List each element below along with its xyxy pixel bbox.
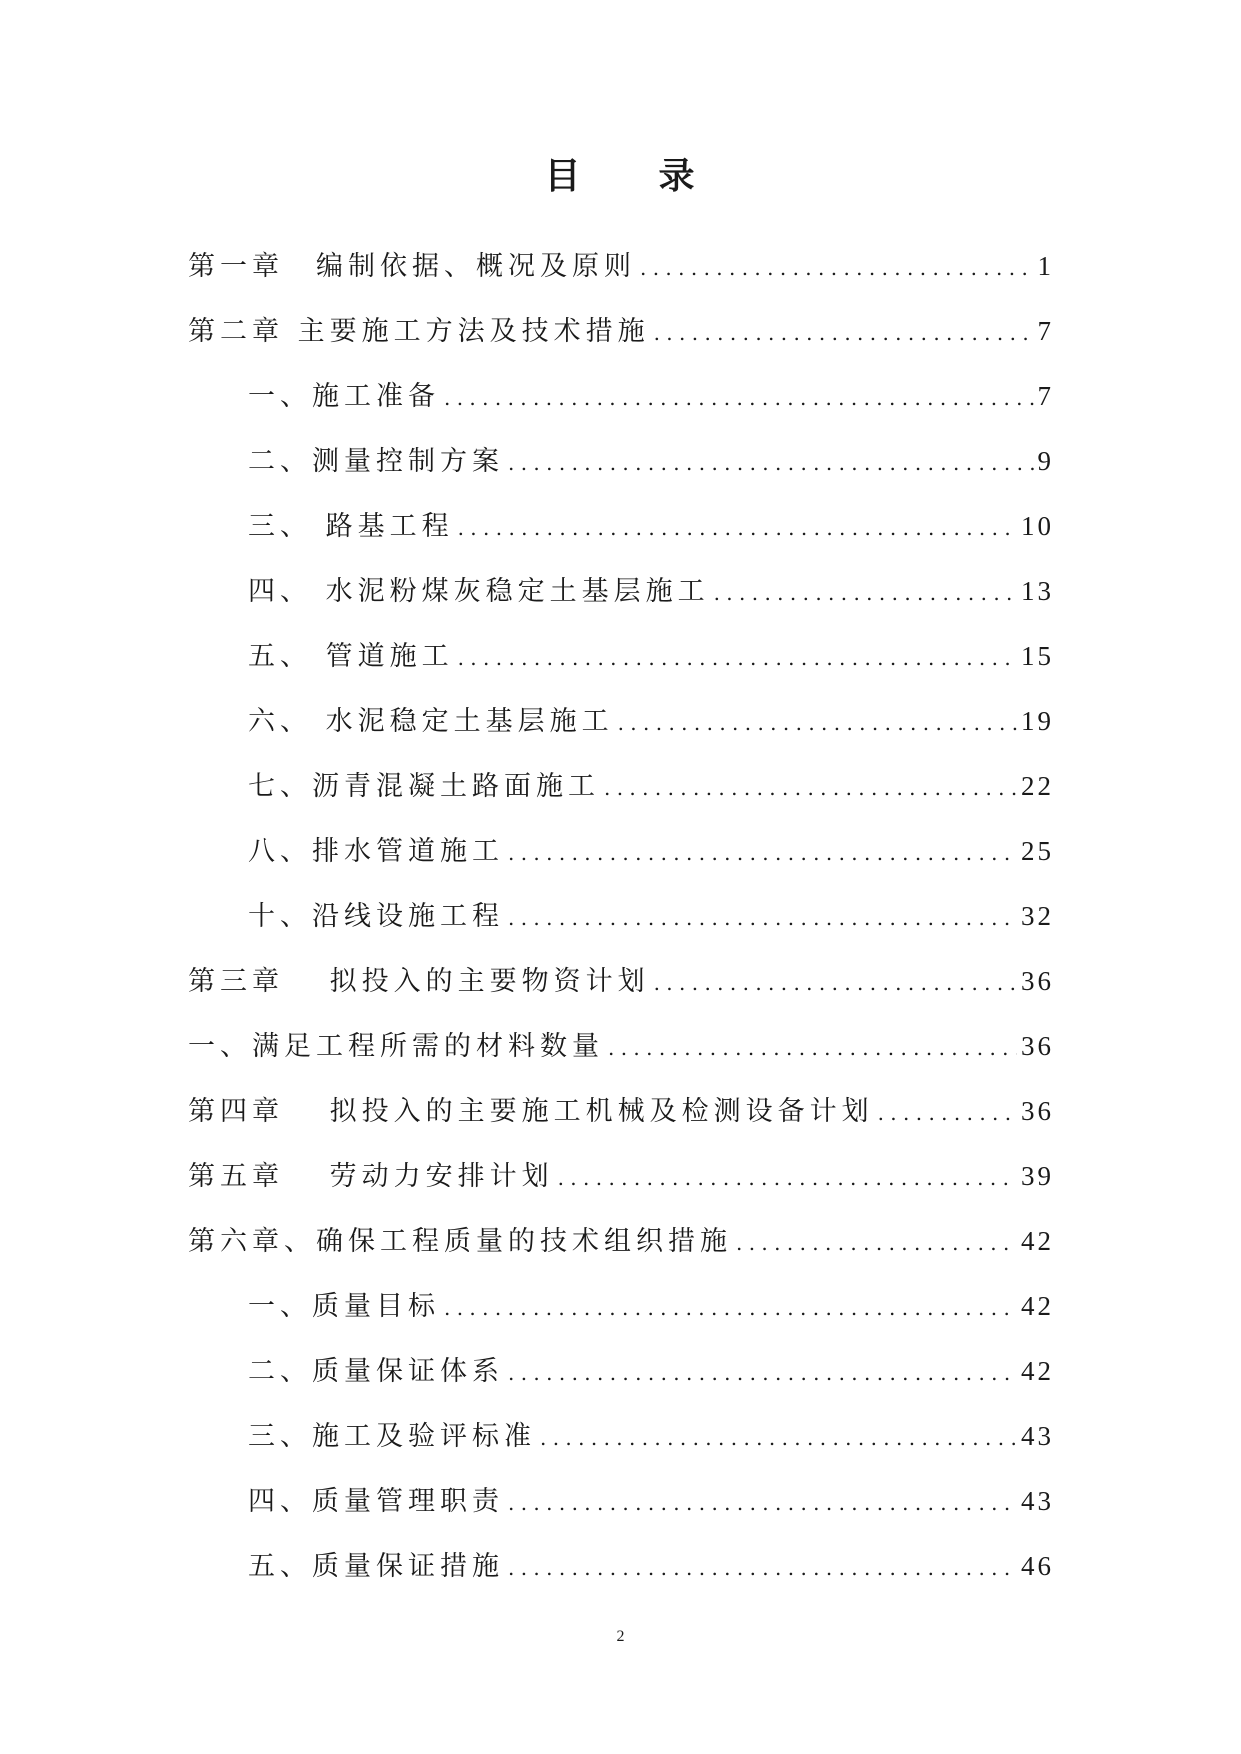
toc-entry-title: 第二章 主要施工方法及技术措施: [188, 316, 650, 347]
toc-dot-leader: [654, 312, 1034, 353]
toc-entry-title: 一、质量目标: [248, 1291, 440, 1322]
toc-entry-page: 39: [1021, 1161, 1054, 1191]
toc-dot-leader: [444, 377, 1034, 418]
toc-entry-title: 八、排水管道施工: [248, 836, 504, 867]
toc-entry-title: 第六章、确保工程质量的技术组织措施: [188, 1226, 732, 1257]
toc-entry-page: 36: [1021, 1031, 1054, 1061]
toc-entry[interactable]: [188, 1091, 1054, 1156]
toc-entry[interactable]: [188, 1286, 1054, 1351]
toc-dot-leader: [458, 507, 1017, 548]
toc-entry[interactable]: [188, 506, 1054, 571]
toc-entry-page: 13: [1021, 576, 1054, 606]
toc-entry-page: 42: [1021, 1356, 1054, 1386]
toc-entry-title: 一、施工准备: [248, 381, 440, 412]
toc-dot-leader: [714, 572, 1017, 613]
toc-entry[interactable]: [188, 961, 1054, 1026]
toc-entry-title: 第三章 拟投入的主要物资计划: [188, 966, 650, 997]
toc-entry-page: 9: [1037, 446, 1054, 476]
toc-entry-title: 二、质量保证体系: [248, 1356, 504, 1387]
toc-dot-leader: [444, 1287, 1017, 1328]
toc-dot-leader: [736, 1222, 1017, 1263]
table-of-contents: [188, 246, 1054, 1611]
toc-entry-title: 三、施工及验评标准: [248, 1421, 536, 1452]
toc-entry-page: 46: [1021, 1551, 1054, 1581]
toc-entry-page: 43: [1021, 1421, 1054, 1451]
toc-entry-page: 22: [1021, 771, 1054, 801]
toc-entry[interactable]: [188, 1026, 1054, 1091]
toc-entry-title: 第一章 编制依据、概况及原则: [188, 251, 636, 282]
toc-dot-leader: [604, 767, 1017, 808]
toc-dot-leader: [508, 442, 1034, 483]
toc-dot-leader: [508, 897, 1017, 938]
toc-entry-title: 第四章 拟投入的主要施工机械及检测设备计划: [188, 1096, 874, 1127]
toc-entry[interactable]: [188, 831, 1054, 896]
toc-entry[interactable]: [188, 246, 1054, 311]
toc-entry-title: 十、沿线设施工程: [248, 901, 504, 932]
toc-dot-leader: [878, 1092, 1017, 1133]
toc-dot-leader: [508, 1352, 1017, 1393]
toc-entry[interactable]: [188, 636, 1054, 701]
toc-entry-page: 19: [1021, 706, 1054, 736]
toc-entry[interactable]: [188, 701, 1054, 766]
toc-entry[interactable]: [188, 1546, 1054, 1611]
toc-entry-page: 32: [1021, 901, 1054, 931]
toc-entry-page: 15: [1021, 641, 1054, 671]
toc-entry-title: 七、沥青混凝土路面施工: [248, 771, 600, 802]
toc-dot-leader: [508, 832, 1017, 873]
toc-dot-leader: [558, 1157, 1017, 1198]
toc-entry-page: 7: [1037, 316, 1054, 346]
toc-dot-leader: [654, 962, 1017, 1003]
toc-entry-page: 42: [1021, 1291, 1054, 1321]
toc-dot-leader: [508, 1482, 1017, 1523]
toc-dot-leader: [508, 1547, 1017, 1588]
toc-entry-title: 一、满足工程所需的材料数量: [188, 1031, 604, 1062]
toc-entry-title: 二、测量控制方案: [248, 446, 504, 477]
toc-entry[interactable]: [188, 571, 1054, 636]
toc-entry-page: 42: [1021, 1226, 1054, 1256]
page-number: 2: [616, 1628, 625, 1645]
page-title: 目 录: [544, 155, 697, 197]
toc-entry-page: 36: [1021, 1096, 1054, 1126]
toc-dot-leader: [458, 637, 1017, 678]
toc-entry-title: 四、 水泥粉煤灰稳定土基层施工: [248, 576, 710, 607]
toc-entry-title: 六、 水泥稳定土基层施工: [248, 706, 614, 737]
toc-entry-page: 10: [1021, 511, 1054, 541]
toc-entry-page: 1: [1037, 251, 1054, 281]
toc-entry[interactable]: [188, 1156, 1054, 1221]
toc-dot-leader: [608, 1027, 1017, 1068]
toc-entry[interactable]: [188, 1481, 1054, 1546]
toc-entry-page: 36: [1021, 966, 1054, 996]
toc-entry-title: 第五章 劳动力安排计划: [188, 1161, 554, 1192]
toc-entry-title: 五、质量保证措施: [248, 1551, 504, 1582]
toc-dot-leader: [618, 702, 1017, 743]
toc-entry-page: 43: [1021, 1486, 1054, 1516]
toc-entry[interactable]: [188, 1416, 1054, 1481]
toc-entry-page: 25: [1021, 836, 1054, 866]
toc-entry[interactable]: [188, 766, 1054, 831]
toc-entry[interactable]: [188, 896, 1054, 961]
toc-entry-title: 五、 管道施工: [248, 641, 454, 672]
toc-entry-page: 7: [1037, 381, 1054, 411]
toc-dot-leader: [640, 247, 1034, 288]
toc-entry[interactable]: [188, 311, 1054, 376]
toc-entry[interactable]: [188, 376, 1054, 441]
toc-entry-title: 三、 路基工程: [248, 511, 454, 542]
toc-entry[interactable]: [188, 1221, 1054, 1286]
toc-entry[interactable]: [188, 441, 1054, 506]
toc-dot-leader: [540, 1417, 1017, 1458]
toc-entry[interactable]: [188, 1351, 1054, 1416]
toc-entry-title: 四、质量管理职责: [248, 1486, 504, 1517]
